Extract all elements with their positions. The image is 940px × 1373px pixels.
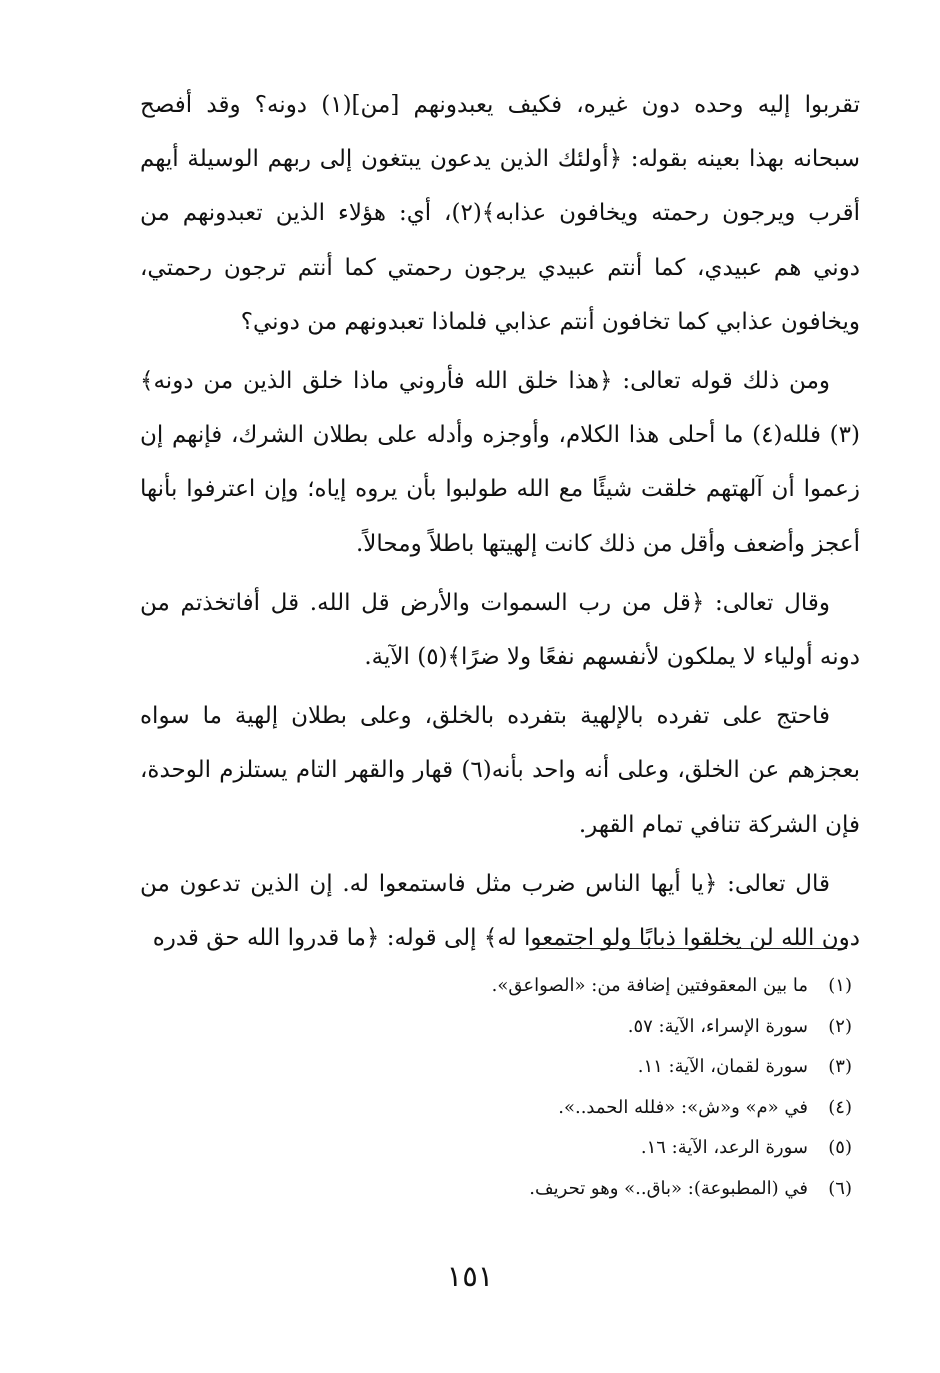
- footnote-item: [140, 1007, 852, 1048]
- footnote-number: (٥): [828, 1137, 852, 1158]
- footnote-item: [140, 966, 852, 1007]
- paragraph-5: قال تعالى: ﴿يا أيها الناس ضرب مثل فاستمعوا له. إن الذين تدعون من دون الله لن يخلقوا ذبابًا ولو اجتمعوا له﴾ إلى قوله: ﴿ما قدروا الله حق قدره: [140, 870, 860, 952]
- footnote-text: سورة لقمان، الآية: ١١.: [637, 1056, 808, 1077]
- footnote-text: سورة الرعد، الآية: ١٦.: [640, 1137, 808, 1158]
- main-text: [140, 78, 860, 970]
- footnote-divider: [535, 948, 847, 949]
- paragraph-3: وقال تعالى: ﴿قل من رب السموات والأرض قل الله. قل أفاتخذتم من دونه أولياء لا يملكون لأنفسهم نفعًا ولا ضرًا﴾(٥) الآية.: [140, 589, 860, 671]
- footnote-number: (٦): [828, 1177, 852, 1199]
- paragraph-4: فاحتج على تفرده بالإلهية بتفرده بالخلق، وعلى بطلان إلهية ما سواه بعجزهم عن الخلق، وعلى أنه واحد بأنه(٦) قهار والقهر التام يستلزم الوحدة، فإن الشركة تنافي تمام القهر.: [140, 703, 860, 838]
- footnote-item: [140, 1088, 852, 1129]
- footnote-text: في «م» و«ش»: «فلله الحمد..».: [558, 1096, 808, 1118]
- footnote-number: (٣): [828, 1056, 852, 1077]
- footnote-item: [140, 1128, 852, 1169]
- footnote-item: [140, 1047, 852, 1088]
- page-number: ١٥١: [446, 1259, 494, 1293]
- footnotes: [140, 966, 852, 1209]
- paragraph-1: تقربوا إليه وحده دون غيره، فكيف يعبدونهم [من](١) دونه؟ وقد أفصح سبحانه بهذا بعينه بقوله: ﴿أولئك الذين يدعون يبتغون إلى ربهم الوسيلة أيهم أقرب ويرجون رحمته ويخافون عذابه﴾(٢)، أي: هؤلاء الذين تعبدونهم من دوني هم عبيدي، كما أنتم عبيدي يرجون رحمتي كما أنتم ترجون رحمتي، ويخافون عذابي كما تخافون أنتم عذابي فلماذا تعبدونهم من دوني؟: [140, 92, 860, 335]
- footnote-text: سورة الإسراء، الآية: ٥٧.: [627, 1015, 808, 1037]
- footnote-text: ما بين المعقوفتين إضافة من: «الصواعق».: [491, 975, 808, 996]
- footnote-number: (٢): [828, 1015, 852, 1037]
- footnote-text: في (المطبوعة): «باق..» وهو تحريف.: [529, 1177, 808, 1199]
- footnote-number: (٤): [828, 1096, 852, 1118]
- footnote-item: [140, 1169, 852, 1210]
- footnote-number: (١): [828, 975, 852, 996]
- paragraph-2: ومن ذلك قوله تعالى: ﴿هذا خلق الله فأروني ماذا خلق الذين من دونه﴾(٣) فلله(٤) ما أحلى هذا الكلام، وأوجزه وأدله على بطلان الشرك، فإنهم إن زعموا أن آلهتهم خلقت شيئًا مع الله طولبوا بأن يروه إياه؛ وإن اعترفوا بأنها أعجز وأضعف وأقل من ذلك كانت إلهيتها باطلاً ومحالاً.: [140, 368, 860, 557]
